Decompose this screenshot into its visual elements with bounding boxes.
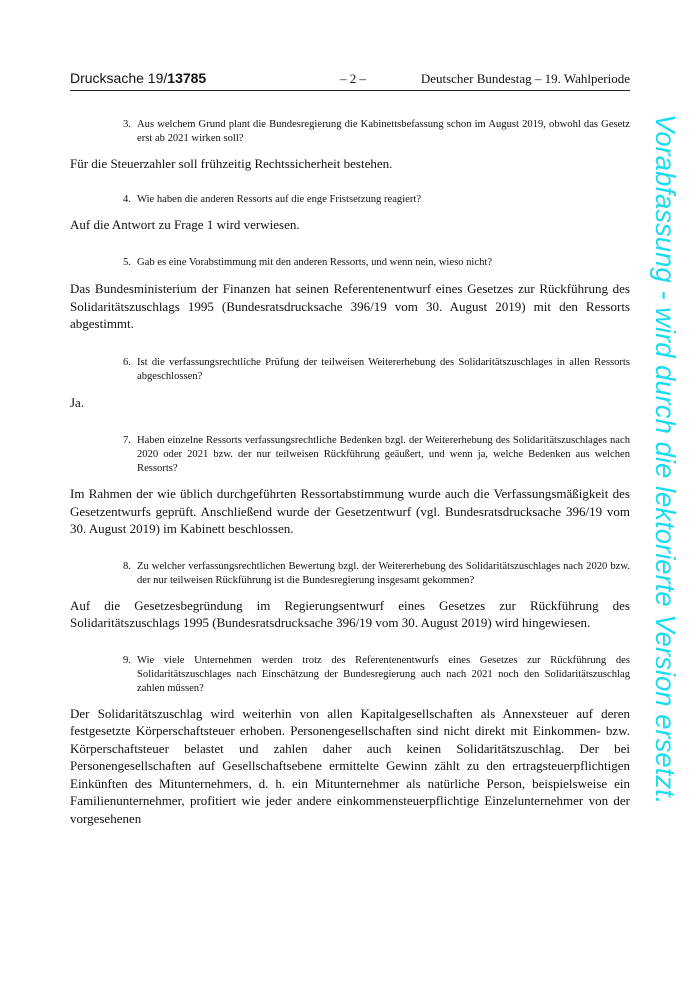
question-9: 9. Wie viele Unternehmen werden trotz des Referentenentwurfs eines Gesetzes zur Rückführung des Solidaritätszuschlages nach Einschätzung der Bundesregierung auch nach 2021 noch den Solidaritätszuschlag zahlen müssen? <box>123 654 630 694</box>
page-header <box>70 70 630 91</box>
answer-3: Für die Steuerzahler soll frühzeitig Rechtssicherheit bestehen. <box>70 156 393 171</box>
draft-watermark: Vorabfassung - wird durch die lektorierte Version ersetzt. <box>650 114 681 805</box>
question-8: 8. Zu welcher verfassungsrechtlichen Bewertung bzgl. der Weitererhebung des Solidaritätszuschlages nach 2020 bzw. der nur teilweisen Rückführung ist die Bundesregierung insgesamt gekommen? <box>123 560 630 586</box>
page-number: – 2 – <box>340 71 366 86</box>
answer-6: Ja. <box>70 394 85 410</box>
document-body <box>70 118 630 827</box>
answer-5: Das Bundesministerium der Finanzen hat seinen Referentenentwurf eines Gesetzes zur Rückführung des Solidaritätszuschlags 1995 (Bundesratsdrucksache 396/19 vom 30. August 2019) mit den Ressorts abgestimmt. <box>70 281 630 331</box>
question-3: 3. Aus welchem Grund plant die Bundesregierung die Kabinettsbefassung schon im August 2019, obwohl das Gesetz erst ab 2021 wirken soll? <box>123 119 630 144</box>
question-5: 5. Gab es eine Vorabstimmung mit den anderen Ressorts, und wenn nein, wieso nicht? <box>123 257 493 268</box>
answer-7: Im Rahmen der wie üblich durchgeführten Ressortabstimmung wurde auch die Verfassungsmäßigkeit des Gesetzentwurfs geprüft. Anschließend wurde der Gesetzentwurf (vgl. Bundesratsdrucksache 396/19 vom 30. August 2019) im Kabinett beschlossen. <box>70 486 630 536</box>
publisher: Deutscher Bundestag – 19. Wahlperiode <box>420 71 630 86</box>
question-7: 7. Haben einzelne Ressorts verfassungsrechtliche Bedenken bzgl. der Weitererhebung des Solidaritätszuschlages nach 2020 oder 2021 bzw. der nur teilweisen Rückführung geäußert, und wenn ja, welche Bedenken aus welchen Ressorts? <box>123 435 630 474</box>
document-number: Drucksache 19/13785 <box>70 70 207 86</box>
answer-9: Der Solidaritätszuschlag wird weiterhin von allen Kapitalgesellschaften als Annexsteuer auf deren festgesetzte Körperschaftsteuer erhoben. Personengesellschaften sind nicht direkt mit Einkommen- bzw. Körperschaftsteuer belastet und zahlen daher auch keinen Solidaritätszuschlag. Der bei Personengesellschaften auf Gesellschaftsebene ermittelte Gewinn zählt zu den ertragsteuerpflichtigen Einkünften des Mitunternehmers, d. h. ein Mitunternehmer als natürliche Person, beispielsweise ein Familienunternehmer, profitiert wie jeder andere einkommensteuerpflichtige Einzelunternehmer von der vorgesehenen <box>70 705 630 826</box>
answer-8: Auf die Gesetzesbegründung im Regierungsentwurf eines Gesetzes zur Rückführung des Solidaritätszuschlags 1995 (Bundesratsdrucksache 396/19 vom 30. August 2019) wird hingewiesen. <box>70 597 630 630</box>
question-4: 4. Wie haben die anderen Ressorts auf die enge Fristsetzung reagiert? <box>123 193 422 205</box>
answer-4: Auf die Antwort zu Frage 1 wird verwiesen. <box>70 216 300 232</box>
question-6: 6. Ist die verfassungsrechtliche Prüfung der teilweisen Weitererhebung des Solidaritätszuschlages in allen Ressorts abgeschlossen? <box>123 356 630 382</box>
